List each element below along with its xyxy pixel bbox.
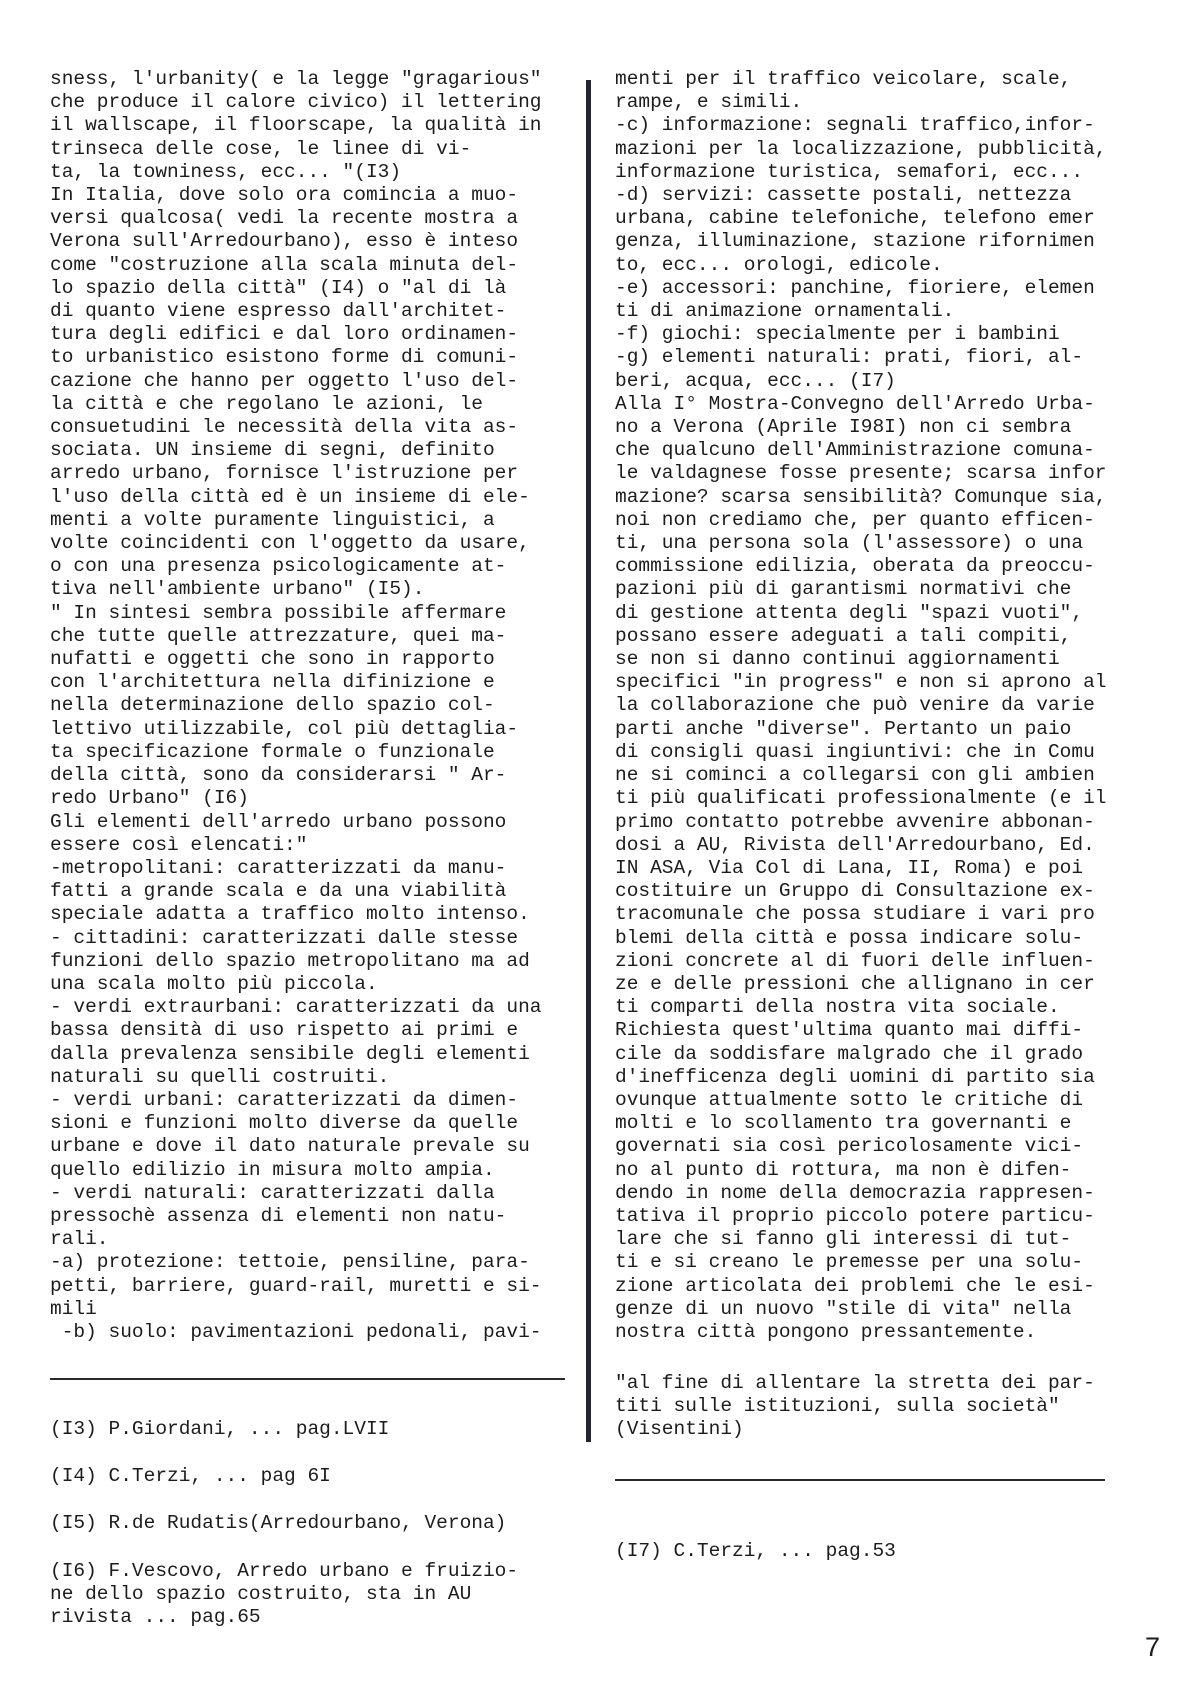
footnote-separator-left xyxy=(50,1378,565,1380)
footnote-i6: (I6) F.Vescovo, Arredo urbano e fruizio- ne dello spazio costruito, sta in AU rivista ... pag.65 xyxy=(50,1560,519,1629)
quote-visentini: "al fine di allentare la stretta dei par- titi sulle istituzioni, sulla società" (Visentini) xyxy=(615,1372,1095,1441)
footnote-i3: (I3) P.Giordani, ... pag.LVII xyxy=(50,1418,390,1440)
right-column-text: menti per il traffico veicolare, scale, rampe, e simili. -c) informazione: segnali traffico,infor- mazioni per la localizzazione, pubblicità, informazione turistica, semafori, ecc... -d) servizi: cassette postali, nettezza urbana, cabine telefoniche, telefono emer genza, illuminazione, stazione rifornimen to, ecc... orologi, edicole. -e) accessori: panchine, fioriere, elemen ti di animazione ornamentali. -f) giochi: specialmente per i bambini -g) elementi naturali: prati, fiori, al- beri, acqua, ecc... (I7) Alla I° Mostra-Convegno dell'Arredo Urba- no a Verona (Aprile I98I) non ci sembra che qualcuno dell'Amministrazione comuna- le valdagnese fosse presente; scarsa infor mazione? scarsa sensibilità? Comunque sia, noi non crediamo che, per quanto efficen- ti, una persona sola (l'assessore) o una commissione edilizia, oberata da preoccu- pazioni più di garantismi normativi che di gestione attenta degli "spazi vuoti", possano essere adeguati a tali compiti, se non si danno continui aggiornamenti specifici "in progress" e non si aprono al la collaborazione che può venire da varie parti anche "diverse". Pertanto un paio di consigli quasi ingiuntivi: che in Comu ne si cominci a collegarsi con gli ambien ti più qualificati professionalmente (e il primo contatto potrebbe avvenire abbonan- dosi a AU, Rivista dell'Arredourbano, Ed. IN ASA, Via Col di Lana, II, Roma) e poi costituire un Gruppo di Consultazione ex- tracomunale che possa studiare i vari pro blemi della città e possa indicare solu- zioni concrete al di fuori delle influen- ze e delle pressioni che allignano in cer ti comparti della nostra vita sociale. Richiesta quest'ultima quanto mai diffi- cile da soddisfare malgrado che il grado d'inefficenza degli uomini di partito sia ovunque attualmente sotto le critiche di molti e lo scollamento tra governanti e governati sia così pericolosamente vici- no al punto di rottura, ma non è difen- dendo in nome della democrazia rappresen- tativa il proprio piccolo potere particu- lare che si fanno gli interessi di tut- ti e si creano le premesse per una solu- zione articolata dei problemi che le esi- genze di un nuovo "stile di vita" nella nostra città pongono pressantemente. xyxy=(615,68,1107,1343)
footnote-separator-right xyxy=(615,1479,1105,1481)
footnote-i4: (I4) C.Terzi, ... pag 6I xyxy=(50,1465,331,1487)
column-divider xyxy=(586,80,591,1442)
page-number: 7 xyxy=(1144,1632,1160,1662)
left-column-text: sness, l'urbanity( e la legge "gragarious" che produce il calore civico) il lettering il wallscape, il floorscape, la qualità in trinseca delle cose, le linee di vi- ta, la towniness, ecc... "(I3) In Italia, dove solo ora comincia a muo- versi qualcosa( vedi la recente mostra a Verona sull'Arredourbano), esso è inteso come "costruzione alla scala minuta del- lo spazio della città" (I4) o "al di là di quanto viene espresso dall'architet- tura degli edifici e dal loro ordinamen- to urbanistico esistono forme di comuni- cazione che hanno per oggetto l'uso del- la città e che regolano le azioni, le consuetudini le necessità della vita as- sociata. UN insieme di segni, definito arredo urbano, fornisce l'istruzione per l'uso della città ed è un insieme di ele- menti a volte puramente linguistici, a volte coincidenti con l'oggetto da usare, o con una presenza psicologicamente at- tiva nell'ambiente urbano" (I5). " In sintesi sembra possibile affermare che tutte quelle attrezzature, quei ma- nufatti e oggetti che sono in rapporto con l'architettura nella difinizione e nella determinazione dello spazio col- lettivo utilizzabile, col più dettaglia- ta specificazione formale o funzionale della città, sono da considerarsi " Ar- redo Urbano" (I6) Gli elementi dell'arredo urbano possono essere così elencati:" -metropolitani: caratterizzati da manu- fatti a grande scala e da una viabilità speciale adatta a traffico molto intenso. - cittadini: caratterizzati dalle stesse funzioni dello spazio metropolitano ma ad una scala molto più piccola. - verdi extraurbani: caratterizzati da una bassa densità di uso rispetto ai primi e dalla prevalenza sensibile degli elementi naturali su quelli costruiti. - verdi urbani: caratterizzati da dimen- sioni e funzioni molto diverse da quelle urbane e dove il dato naturale prevale su quello edilizio in misura molto ampia. - verdi naturali: caratterizzati dalla pressochè assenza di elementi non natu- rali. -a) protezione: tettoie, pensiline, para- petti, barriere, guard-rail, muretti e si- mili -b) suolo: pavimentazioni pedonali, pavi- xyxy=(50,68,542,1343)
footnote-i7: (I7) C.Terzi, ... pag.53 xyxy=(615,1540,896,1562)
footnote-i5: (I5) R.de Rudatis(Arredourbano, Verona) xyxy=(50,1512,507,1534)
